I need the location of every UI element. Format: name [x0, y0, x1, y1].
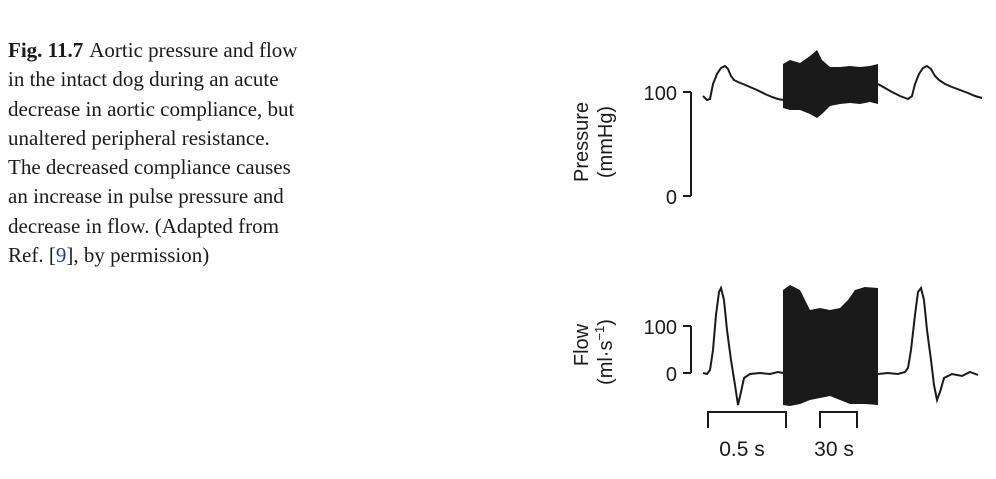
- pressure-panel: [571, 50, 982, 209]
- caption-reference-link[interactable]: 9: [55, 243, 67, 268]
- flow-trace-right: [878, 288, 978, 400]
- pressure-trace-left: [703, 66, 783, 100]
- flow-ylabel-unit-prefix: (ml·s: [595, 340, 617, 385]
- flow-trace-left: [703, 288, 783, 405]
- flow-tick-label-100: 100: [643, 317, 677, 339]
- caption-text-pre: Aortic pressure and flow in the intact dog during an acute decrease in aortic compliance, but unaltered peripheral resistance. The decreased compliance causes an increase in pulse pressure and decrease in flow. (Adapted from Ref. [: [8, 38, 298, 268]
- pressure-tick-label-100: 100: [643, 83, 677, 105]
- flow-panel: [571, 285, 978, 406]
- figure-panel: [560, 30, 996, 479]
- time-scale: [708, 412, 857, 461]
- pressure-trace-right: [878, 66, 982, 99]
- pressure-ylabel-line2: (mmHg): [595, 105, 617, 179]
- figure-label: Fig. 11.7: [8, 38, 84, 62]
- figure-caption: [8, 36, 298, 270]
- flow-trace-compressed: [783, 285, 878, 406]
- pressure-ylabel-line1: Pressure: [571, 101, 593, 183]
- scale-label-30s: 30 s: [814, 438, 854, 461]
- flow-ylabel-unit-suffix: ): [595, 319, 617, 326]
- caption-text-post: ], by permission): [66, 243, 210, 268]
- scale-bar-0-5s: [708, 412, 786, 428]
- flow-ylabel-line1: Flow: [571, 323, 593, 367]
- pressure-tick-label-0: 0: [665, 187, 677, 209]
- flow-tick-label-0: 0: [665, 364, 677, 386]
- flow-ylabel-unit-superscript: −1: [592, 325, 607, 341]
- scale-label-0-5s: 0.5 s: [719, 438, 765, 461]
- scale-bar-30s: [820, 412, 857, 428]
- flow-ylabel-line2: [592, 319, 617, 385]
- pressure-trace-compressed: [783, 50, 878, 118]
